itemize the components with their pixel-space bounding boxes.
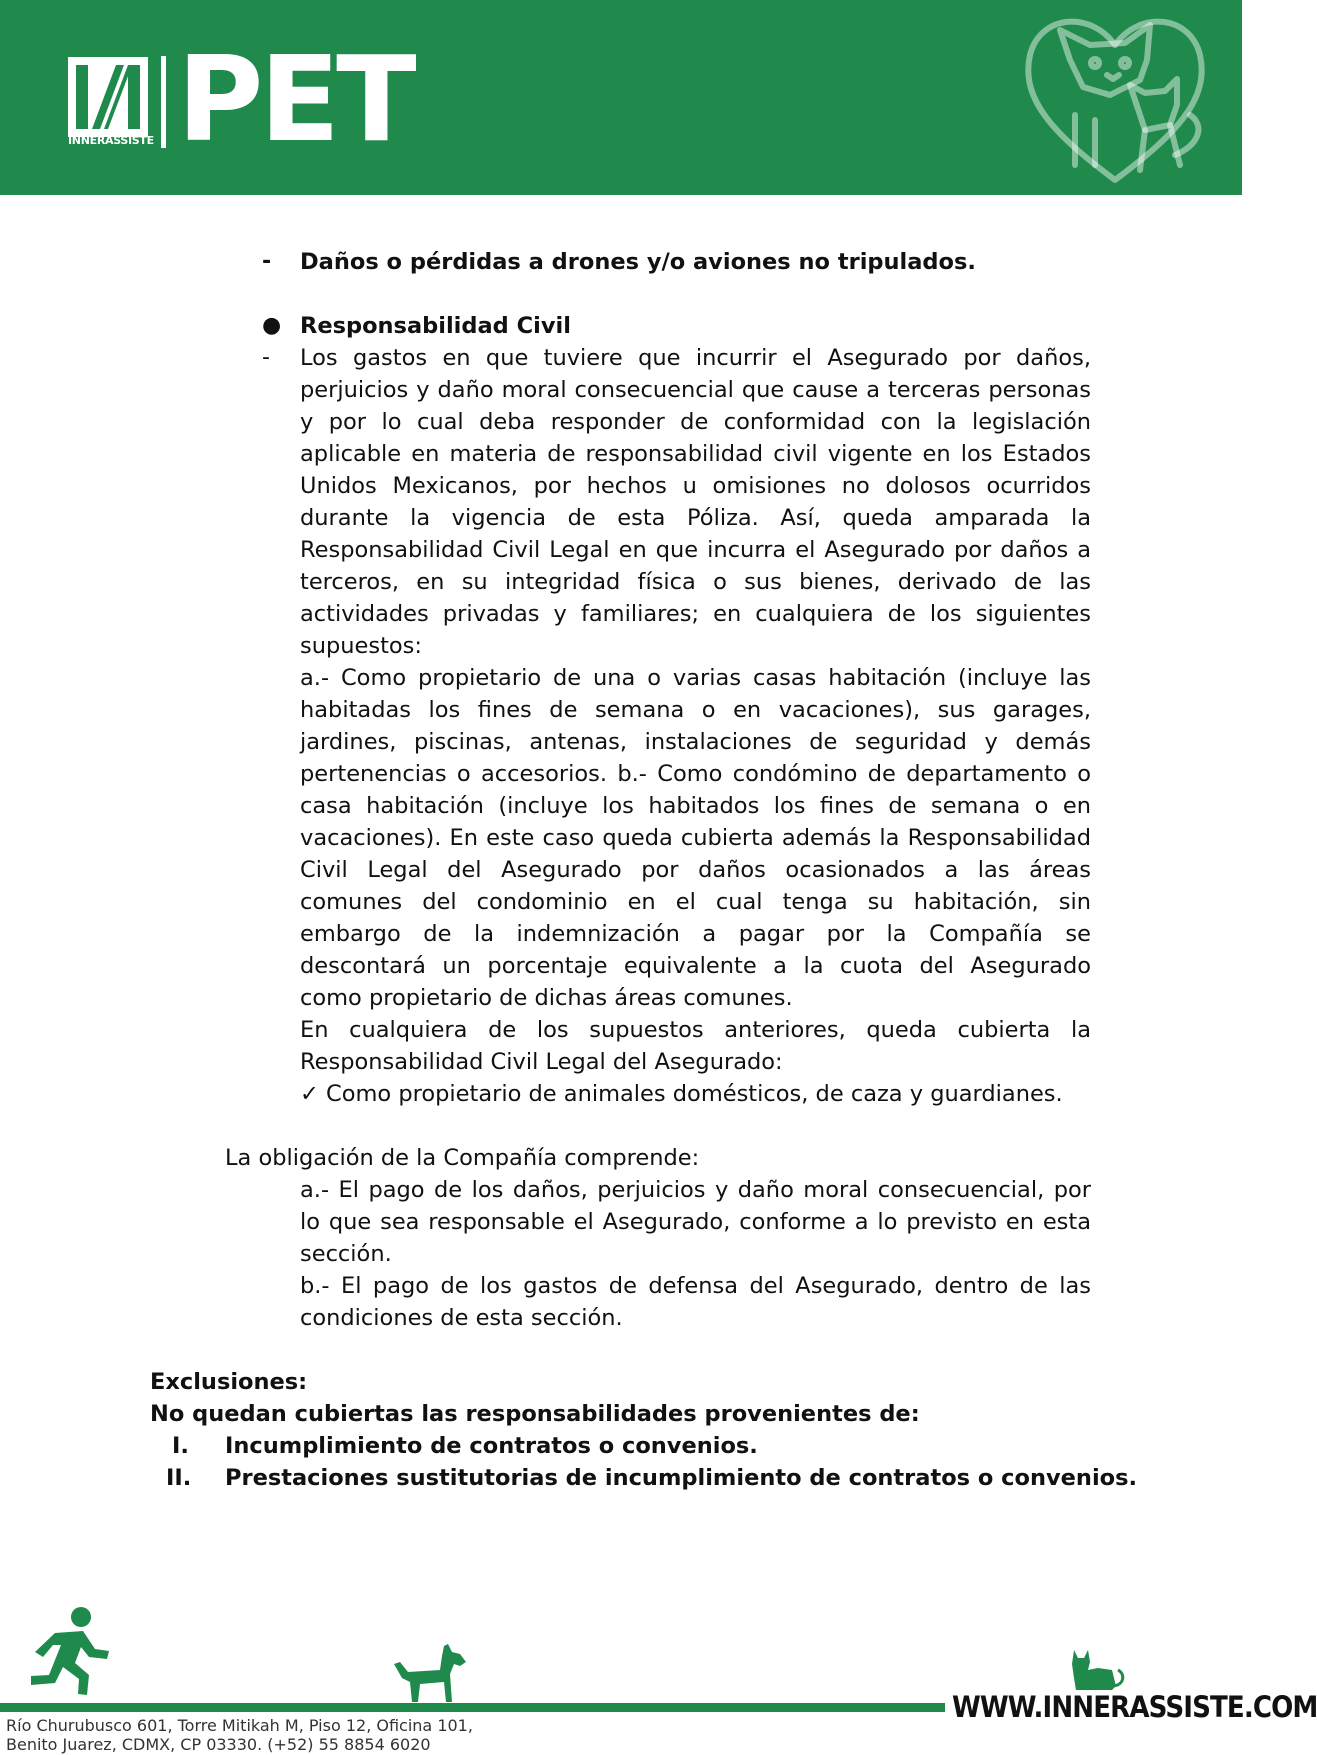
paragraph-line: perjuicios y daño moral consecuencial que cause a terceras personas [300,377,1091,403]
page-title: PET [177,30,413,168]
check-item: ✓ Como propietario de animales domésticos, de caza y guardianes. [300,1081,1063,1107]
exclusion-text: Prestaciones sustitutorias de incumplimiento de contratos o convenios. [225,1465,1138,1491]
item-drones: Daños o pérdidas a drones y/o aviones no tripulados. [300,249,976,275]
paragraph-line: Los gastos en que tuviere que incurrir el Asegurado por daños, [300,345,1091,371]
obligation-line: lo que sea responsable el Asegurado, conforme a lo previsto en esta [300,1209,1091,1235]
logo-brand-name: INNERASSISTE [68,134,154,147]
paragraph-line: Responsabilidad Civil Legal en que incurra el Asegurado por daños a [300,537,1091,563]
paragraph-line: En cualquiera de los supuestos anteriores, queda cubierta la [300,1017,1091,1043]
footer-address: Benito Juarez, CDMX, CP 03330. (+52) 55 8854 6020 [6,1735,431,1754]
paragraph-line: Unidos Mexicanos, por hechos u omisiones no dolosos ocurridos [300,473,1091,499]
paragraph-line: a.- Como propietario de una o varias casas habitación (incluye las [300,665,1091,691]
paragraph-line: comunes del condominio en el cual tenga su habitación, sin [300,889,1091,915]
paragraph-line: pertenencias o accesorios. b.- Como condómino de departamento o [300,761,1091,787]
paragraph-line: aplicable en materia de responsabilidad civil vigente en los Estados [300,441,1091,467]
paragraph-line: casa habitación (incluye los habitados los fines de semana o en [300,793,1091,819]
exclusion-number: I. [172,1433,189,1459]
paragraph-line: descontará un porcentaje equivalente a la cuota del Asegurado [300,953,1091,979]
dog-icon [390,1642,470,1706]
running-person-icon [25,1605,115,1697]
cat-icon [1068,1648,1128,1692]
dash-marker: - [262,345,270,370]
paragraph-line: Civil Legal del Asegurado por daños ocasionados a las áreas [300,857,1091,883]
exclusion-number: II. [166,1465,192,1491]
section-heading: Responsabilidad Civil [300,313,571,339]
website-link[interactable]: WWW.INNERASSISTE.COM [952,1690,1317,1724]
paragraph-line: terceros, en su integridad física o sus bienes, derivado de las [300,569,1091,595]
paragraph-line: actividades privadas y familiares; en cualquiera de los siguientes [300,601,1091,627]
footer-divider [0,1703,945,1712]
bullet-marker: ● [262,313,282,338]
paragraph-line: como propietario de dichas áreas comunes. [300,985,793,1011]
paragraph-line: embargo de la indemnización a pagar por la Compañía se [300,921,1091,947]
exclusion-text: Incumplimiento de contratos o convenios. [225,1433,758,1459]
paragraph-line: durante la vigencia de esta Póliza. Así, queda amparada la [300,505,1091,531]
obligation-line: sección. [300,1241,392,1267]
footer-address: Río Churubusco 601, Torre Mitikah M, Piso 12, Oficina 101, [6,1716,473,1735]
paragraph-line: jardines, piscinas, antenas, instalaciones de seguridad y demás [300,729,1091,755]
obligation-line: condiciones de esta sección. [300,1305,623,1331]
obligation-line: b.- El pago de los gastos de defensa del Asegurado, dentro de las [300,1273,1091,1299]
exclusions-heading: Exclusiones: [150,1369,308,1395]
obligation-intro: La obligación de la Compañía comprende: [225,1145,700,1171]
dash-marker: - [262,249,272,274]
exclusions-intro: No quedan cubiertas las responsabilidades provenientes de: [150,1401,920,1427]
paragraph-line: supuestos: [300,633,422,659]
paragraph-line: vacaciones). En este caso queda cubierta además la Responsabilidad [300,825,1091,851]
paragraph-line: habitadas los fines de semana o en vacaciones), sus garages, [300,697,1091,723]
obligation-line: a.- El pago de los daños, perjuicios y daño moral consecuencial, por [300,1177,1091,1203]
paragraph-line: Responsabilidad Civil Legal del Asegurado: [300,1049,783,1075]
paragraph-line: y por lo cual deba responder de conformidad con la legislación [300,409,1091,435]
